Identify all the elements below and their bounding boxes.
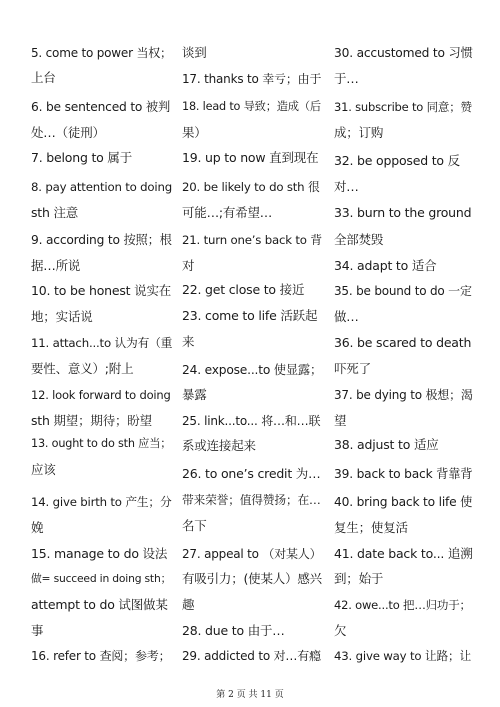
text-line: 应该 [31,462,56,477]
text-line: 对 [182,258,195,273]
text-line: 全部焚毁 [334,232,384,247]
text-line: 37. be dying to 极想；渴 [334,388,473,402]
text-line: 可能…;有希望… [182,205,273,220]
text-line: 8. pay attention to doing [31,180,172,194]
text-line: 趣 [182,597,195,612]
text-line: 娩 [31,520,44,535]
text-line: 35. be bound to do 一定 [334,284,472,298]
text-line: 7. belong to 属于 [31,150,132,165]
text-line: 32. be opposed to 反 [334,153,460,168]
text-line: 5. come to power 当权； [31,46,172,60]
text-line: 成；订购 [334,125,384,140]
text-line: 有吸引力；(使某人）感兴 [182,571,322,586]
text-line: 据…所说 [31,258,81,273]
text-line: 43. give way to 让路；让 [334,649,472,663]
text-line: 23. come to life 活跃起 [182,308,318,323]
text-line: sth 期望；期待；盼望 [31,413,152,428]
text-line: 复生；使复活 [334,520,408,535]
text-line: 16. refer to 查阅；参考； [31,649,171,663]
text-line: 20. be likely to do sth 很 [182,180,320,194]
page-footer: 第 2 页 共 11 页 [216,690,284,700]
text-line: 25. link...to... 将…和…联 [182,414,321,428]
text-line: 上台 [31,70,56,85]
text-line: 处…（徒刑） [31,125,105,140]
text-line: 33. burn to the ground [334,205,472,220]
text-line: 40. bring back to life 使 [334,495,473,509]
text-line: 17. thanks to 幸亏；由于 [182,72,322,86]
text-line: 38. adjust to 适应 [334,437,439,452]
text-line: 13. ought to do sth 应当； [31,437,172,450]
text-line: 欠 [334,623,347,638]
text-line: 41. date back to... 追溯 [334,546,473,561]
text-line: 19. up to now 直到现在 [182,150,319,165]
text-line: 做= succeed in doing sth； [31,572,172,585]
text-line: 30. accustomed to 习惯 [334,46,473,60]
text-line: 26. to one’s credit 为… [182,466,321,481]
text-line: 名下 [182,518,207,533]
text-line: 42. owe...to 把…归功于； [334,598,471,612]
text-line: 9. according to 按照；根 [31,233,172,247]
text-line: 24. expose...to 使显露； [182,363,323,377]
text-line: 到；始于 [334,571,384,586]
text-line: 31. subscribe to 同意；赞 [334,100,472,114]
text-line: 10. to be honest 说实在 [31,283,172,298]
text-line: 地；实话说 [31,309,93,324]
text-line: 谈到 [182,45,207,60]
text-line: 来 [182,334,195,349]
text-line: 要性、意义）;附上 [31,361,134,376]
text-line: 29. addicted to 对…有瘾 [182,649,321,663]
text-line: 15. manage to do 设法 [31,546,168,561]
text-line: 11. attach...to 认为有（重 [31,336,173,350]
text-line: 系或连接起来 [182,438,256,453]
text-line: 39. back to back 背靠背 [334,467,473,481]
text-line: attempt to do 试图做某 [31,597,168,612]
text-line: 36. be scared to death [334,335,472,350]
text-line: 望 [334,413,347,428]
text-line: sth 注意 [31,205,79,220]
text-line: 27. appeal to （对某人） [182,547,322,561]
text-line: 暴露 [182,387,207,402]
text-line: 34. adapt to 适合 [334,258,437,273]
text-line: 14. give birth to 产生；分 [31,495,172,509]
text-line: 对… [334,179,359,194]
text-line: 带来荣誉；值得赞扬；在… [182,493,321,507]
text-line: 18. lead to 导致；造成（后 [182,100,321,113]
text-line: 果） [182,125,207,140]
text-line: 28. due to 由于… [182,623,285,638]
text-line: 6. be sentenced to 被判 [31,100,171,114]
text-line: 21. turn one’s back to 背 [182,233,322,247]
text-line: 吓死了 [334,361,371,376]
text-line: 事 [31,623,44,638]
text-line: 12. look forward to doing [31,388,171,402]
text-line: 做… [334,309,359,324]
text-line: 22. get close to 接近 [182,282,305,297]
text-line: 于… [334,71,359,86]
